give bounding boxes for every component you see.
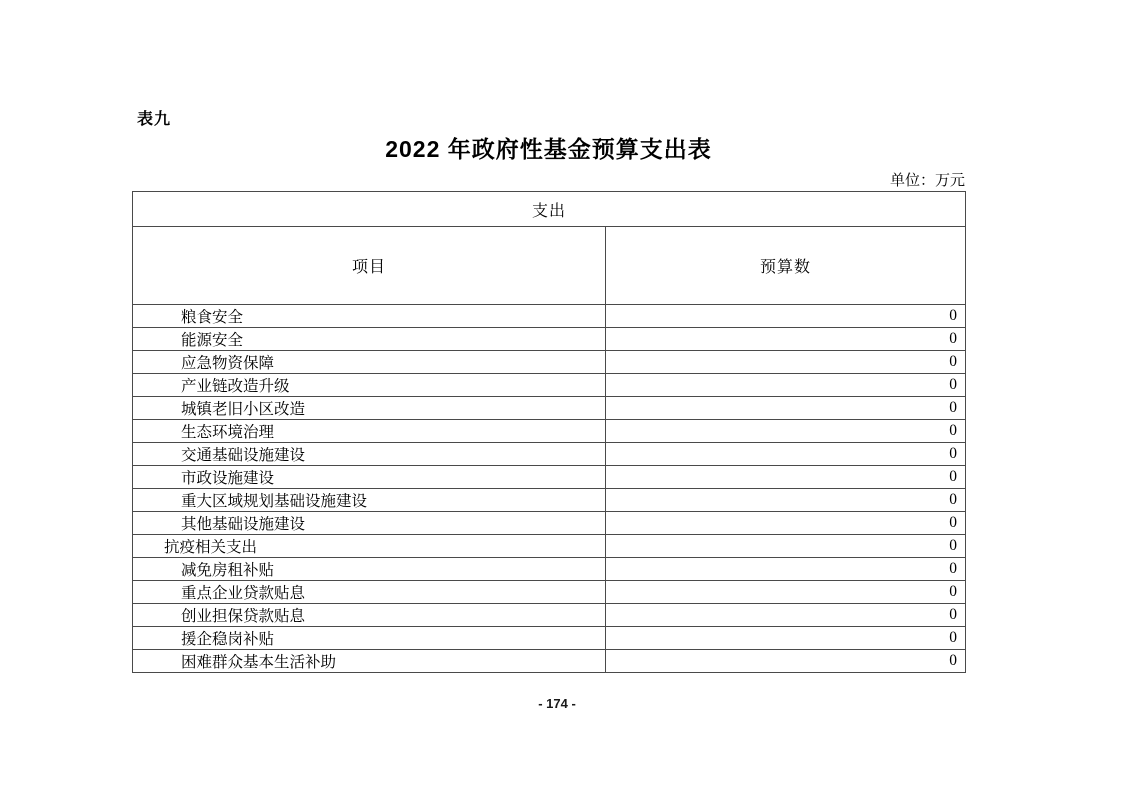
table-row [133, 535, 966, 558]
budget-value-cell: 0 [606, 512, 966, 535]
table-row [133, 443, 966, 466]
item-name-cell: 生态环境治理 [133, 420, 606, 443]
table-body [133, 305, 966, 673]
budget-value-cell: 0 [606, 374, 966, 397]
budget-value-cell: 0 [606, 466, 966, 489]
column-header-item: 项目 [133, 227, 606, 305]
table-row [133, 328, 966, 351]
budget-value-cell: 0 [606, 535, 966, 558]
item-name-cell: 粮食安全 [133, 305, 606, 328]
item-name-cell: 交通基础设施建设 [133, 443, 606, 466]
budget-value-cell: 0 [606, 581, 966, 604]
item-name-cell: 援企稳岗补贴 [133, 627, 606, 650]
budget-value-cell: 0 [606, 420, 966, 443]
item-name-cell: 城镇老旧小区改造 [133, 397, 606, 420]
document-title: 2022 年政府性基金预算支出表 [385, 136, 712, 162]
item-name-cell: 能源安全 [133, 328, 606, 351]
budget-value-cell: 0 [606, 604, 966, 627]
table-row [133, 558, 966, 581]
budget-value-cell: 0 [606, 627, 966, 650]
unit-note: 单位：万元 [889, 173, 965, 189]
table-number-label: 表九 [137, 111, 172, 128]
budget-value-cell: 0 [606, 328, 966, 351]
item-name-cell: 抗疫相关支出 [133, 535, 606, 558]
section-header-expenditure: 支出 [133, 192, 966, 227]
budget-value-cell: 0 [606, 351, 966, 374]
budget-value-cell: 0 [606, 305, 966, 328]
table-row [133, 466, 966, 489]
item-name-cell: 重大区域规划基础设施建设 [133, 489, 606, 512]
table-row [133, 420, 966, 443]
table-row [133, 627, 966, 650]
column-header-row [133, 227, 966, 305]
table-row [133, 512, 966, 535]
item-name-cell: 市政设施建设 [133, 466, 606, 489]
budget-value-cell: 0 [606, 489, 966, 512]
item-name-cell: 产业链改造升级 [133, 374, 606, 397]
table-row [133, 581, 966, 604]
item-name-cell: 创业担保贷款贴息 [133, 604, 606, 627]
item-name-cell: 减免房租补贴 [133, 558, 606, 581]
table-row [133, 489, 966, 512]
table-row [133, 351, 966, 374]
table-row [133, 604, 966, 627]
budget-value-cell: 0 [606, 558, 966, 581]
section-header-row [133, 192, 966, 227]
table-row [133, 650, 966, 673]
budget-value-cell: 0 [606, 397, 966, 420]
item-name-cell: 其他基础设施建设 [133, 512, 606, 535]
budget-value-cell: 0 [606, 650, 966, 673]
budget-expenditure-table [132, 191, 966, 673]
item-name-cell: 重点企业贷款贴息 [133, 581, 606, 604]
column-header-budget: 预算数 [606, 227, 966, 305]
table-row [133, 374, 966, 397]
table-row [133, 397, 966, 420]
item-name-cell: 困难群众基本生活补助 [133, 650, 606, 673]
table-row [133, 305, 966, 328]
item-name-cell: 应急物资保障 [133, 351, 606, 374]
budget-value-cell: 0 [606, 443, 966, 466]
page-number: - 174 - [538, 696, 576, 711]
